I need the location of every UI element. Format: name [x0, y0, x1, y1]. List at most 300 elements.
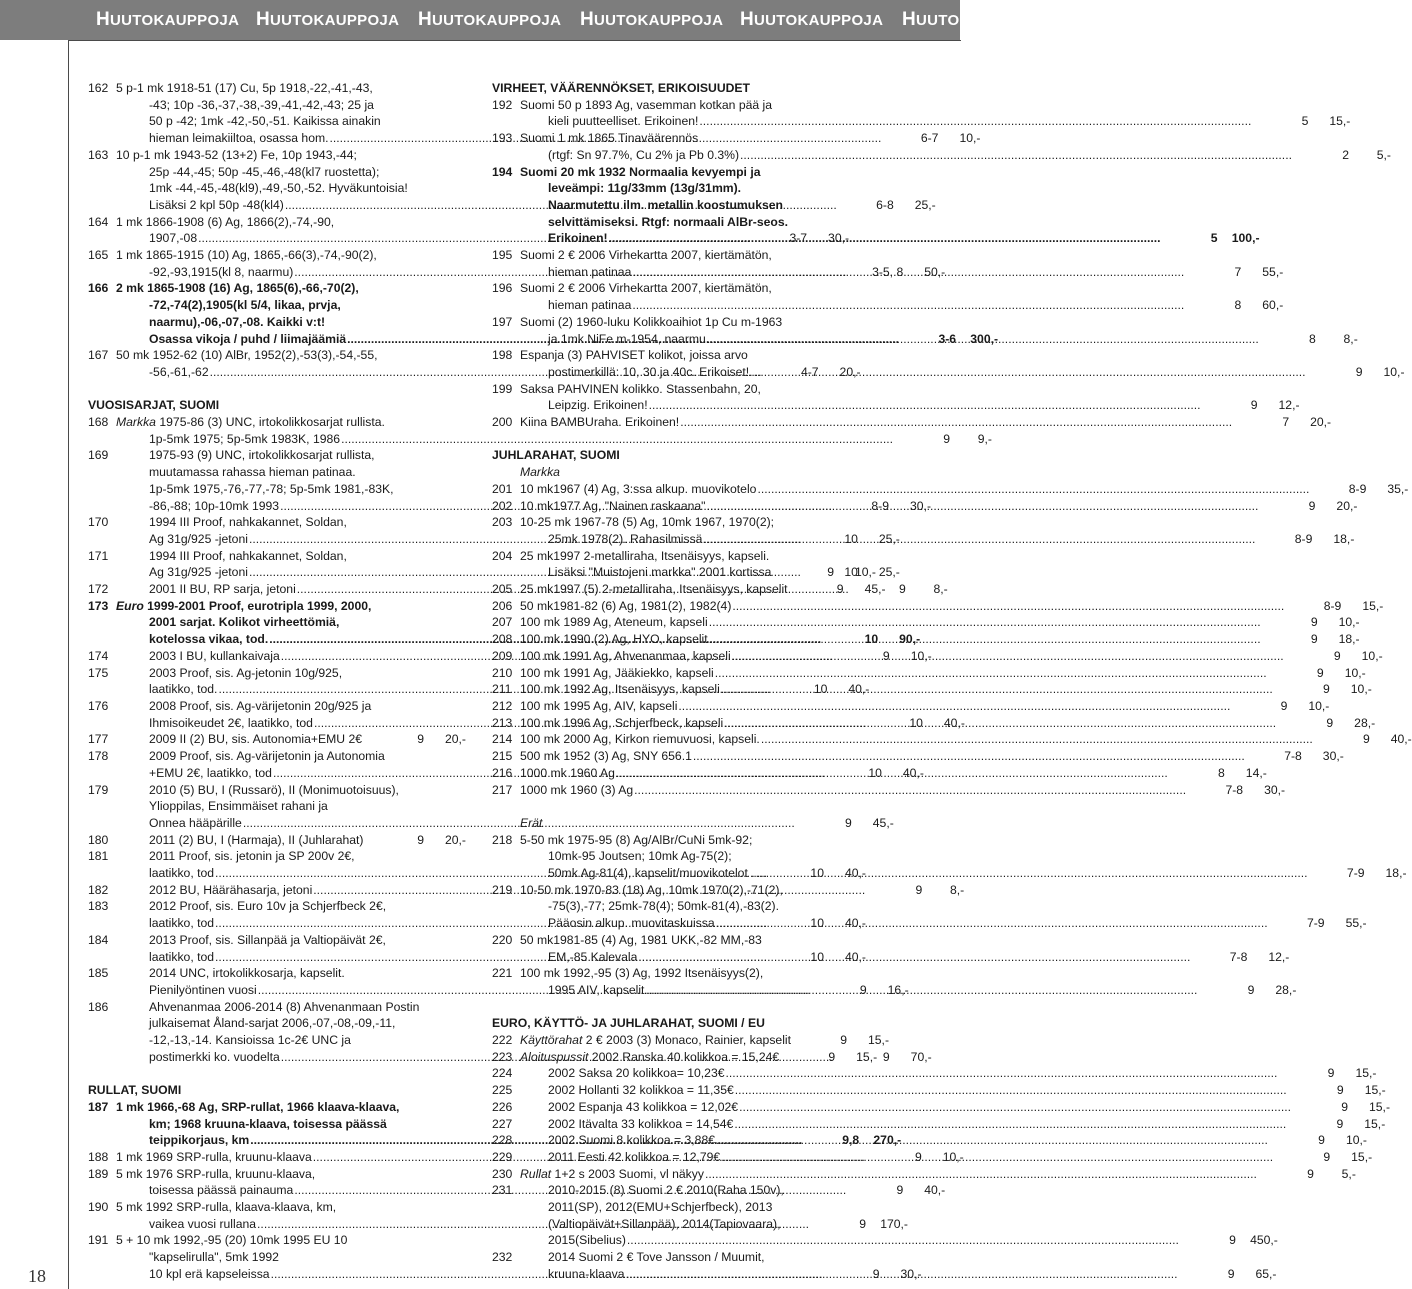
description-text: 25p -44,-45; 50p -45,-46,-48(kl7 ruostetta);: [149, 164, 380, 179]
condition-grade: 9: [1280, 699, 1288, 713]
lot-number: 182: [88, 882, 109, 897]
price: 30,-: [910, 498, 932, 513]
condition-grade: 10: [844, 531, 858, 546]
price: 9,-: [977, 431, 992, 446]
description-text: hieman patinaa: [548, 264, 632, 279]
condition-grade: 9: [417, 732, 424, 747]
lot-number: 223: [492, 1049, 513, 1064]
lot-entry: [492, 648, 1383, 665]
description-text: 1 mk 1966,-68 Ag, SRP-rullat, 1966 klaava-klaava,: [116, 1099, 400, 1114]
description-text: 2002 Saksa 20 kolikkoa= 10,23€: [548, 1066, 725, 1081]
price: 40,-: [943, 715, 965, 730]
description-line: [520, 949, 1290, 966]
lot-number: 190: [88, 1200, 109, 1215]
condition-grade: 7-9: [1346, 866, 1365, 881]
lot-description: [520, 648, 1383, 665]
description-text: 1000 mk 1960 (3) Ag: [520, 782, 634, 797]
description-line: [520, 932, 876, 949]
description-line: [520, 247, 876, 264]
lot-description: [520, 614, 1360, 631]
description-text: "kapselirulla", 5mk 1992: [149, 1250, 279, 1265]
description-text: 1p-5mk 1975; 5p-5mk 1983K, 1986: [149, 431, 341, 446]
lot-number: 231: [492, 1183, 513, 1198]
lot-description: [520, 631, 1360, 648]
lot-number: 212: [492, 699, 513, 713]
lot-description: [116, 731, 466, 748]
condition-grade: 9: [1310, 615, 1318, 630]
lot-description: [520, 1099, 1391, 1116]
condition-grade: 9: [1341, 1099, 1349, 1114]
condition-grade: 9: [1336, 1116, 1344, 1131]
description-line: [520, 882, 876, 899]
lot-number: 189: [88, 1166, 109, 1181]
description-text: 10 mk1977 Ag, "Nainen raskaana": [520, 498, 706, 513]
lot-number: 219: [492, 882, 513, 897]
description-line: [520, 731, 1412, 748]
description-text: 2009 Proof, sis. Ag-värijetonin ja Autonomia: [149, 749, 385, 764]
description-text: 1994 III Proof, nahkakannet, Soldan,: [149, 515, 347, 530]
lot-description: [520, 1116, 1386, 1133]
description-text: Saksa PAHVINEN kolikko. Stassenbahn, 20,: [520, 381, 761, 396]
description-line: [116, 782, 466, 799]
condition-grade: 10: [864, 632, 879, 647]
lot-number: 205: [492, 582, 513, 597]
price: 20,-: [1336, 498, 1358, 513]
condition-grade: 9: [828, 1049, 836, 1064]
lot-number: 181: [88, 849, 109, 864]
leader-dots: [649, 397, 1201, 414]
condition-grade: 5: [1210, 231, 1218, 246]
lot-number: 192: [492, 97, 513, 112]
condition-grade: 8-9: [1294, 531, 1313, 546]
description-line: [520, 865, 1407, 882]
lot-description: [520, 280, 1284, 313]
lot-number: 175: [88, 665, 109, 680]
leader-dots: [734, 1116, 1286, 1133]
price: 40,-: [848, 682, 870, 697]
leader-dots: [709, 631, 1261, 648]
condition-grade: 8-9: [1323, 598, 1342, 613]
lot-description: [520, 548, 876, 581]
price: 25,-: [878, 565, 900, 580]
lot-number: 227: [492, 1116, 513, 1131]
condition-grade: 9: [1336, 1083, 1344, 1098]
lot-number: 168: [88, 415, 109, 430]
condition-grade: 9: [1227, 1266, 1235, 1281]
description-text: 10 p-1 mk 1943-52 (13+2) Fe, 10p 1943,-44;: [116, 147, 357, 162]
price: 10,-: [1361, 648, 1383, 663]
leader-dots: [616, 765, 1168, 782]
description-text: 25mk 1978(2). Rahasilmissä: [548, 531, 703, 546]
description-text: 2012 Proof, sis. Euro 10v ja Schjerfbeck 2€,: [149, 899, 387, 914]
price: 8,-: [949, 882, 965, 897]
condition-grade: 10: [868, 765, 882, 780]
subsection-heading: Markka: [520, 465, 560, 480]
description-line: [520, 848, 876, 865]
condition-grade: 9: [1250, 398, 1258, 413]
lot-number: 224: [492, 1066, 513, 1081]
leader-dots: [709, 614, 1261, 631]
description-line: [116, 414, 466, 431]
description-line: [520, 1116, 1386, 1133]
lot-entry: [492, 514, 1355, 547]
description-text: Osassa vikoja / puhd / liimajäämiä: [149, 331, 347, 346]
description-line: [520, 1249, 876, 1266]
description-line: [116, 431, 992, 448]
leader-dots: [735, 1082, 1287, 1099]
price: 90,-: [899, 632, 921, 647]
description-line: [116, 999, 466, 1016]
description-text: 1p-5mk 1975,-76,-77,-78; 5p-5mk 1981,-83K,: [149, 481, 394, 496]
description-line: [520, 1182, 876, 1199]
lot-entry: [492, 698, 1330, 715]
description-text: 2001 sarjat. Kolikot virheettömiä,: [149, 615, 340, 630]
header-title: HUUTOKAUPPOJA: [96, 9, 240, 30]
leader-dots: [609, 230, 1161, 247]
leader-dots: [721, 681, 1273, 698]
description-line: [116, 898, 466, 915]
description-line: [116, 965, 466, 982]
price: 18,-: [1385, 866, 1407, 881]
lot-number: 199: [492, 381, 513, 396]
condition-grade: 9: [1318, 1133, 1325, 1148]
subsection-heading: Erät: [520, 815, 543, 830]
lot-number: 193: [492, 131, 513, 146]
description-text: 1mk -44,-45,-48(kl9),-49,-50,-52. Hyväkuntoisia!: [149, 181, 408, 196]
lot-entry: [492, 1065, 1377, 1082]
description-text: leveämpi: 11g/33mm (13g/31mm).: [548, 181, 742, 196]
price: 170,-: [880, 1216, 908, 1231]
description-text: 50mk Ag-81(4), kapselit/muovikotelot .: [548, 866, 755, 881]
description-line: [520, 832, 876, 849]
price: 10,-: [959, 131, 981, 146]
description-text: Suomi 20 mk 1932 Normaalia kevyempi ja: [520, 164, 761, 179]
lot-description: [520, 748, 1344, 765]
lot-description: [116, 832, 466, 849]
description-line: [116, 347, 466, 364]
description-line: [520, 631, 1360, 648]
lot-description: [520, 598, 1384, 615]
description-line: [520, 1099, 1391, 1116]
price: 45,-: [864, 582, 886, 597]
price: 10,-: [910, 648, 932, 663]
lot-description: [520, 1049, 876, 1066]
lot-description: [520, 731, 1412, 748]
description-line: [520, 564, 876, 581]
lot-entry: [492, 598, 1384, 615]
description-line: [116, 932, 466, 949]
leader-dots: [634, 782, 1186, 799]
price: 70,-: [910, 1049, 932, 1064]
description-text: Pienilyöntinen vuosi: [149, 982, 257, 997]
price: 28,-: [1275, 982, 1297, 997]
condition-grade: 9,8: [842, 1133, 860, 1148]
description-line: [116, 848, 466, 865]
price: 30,-: [828, 231, 850, 246]
spacer: [492, 798, 876, 815]
description-text: 2002 Hollanti 32 kolikkoa = 11,35€: [548, 1083, 734, 1098]
denomination-label: Aloituspussit: [520, 1049, 589, 1064]
lot-description: [520, 97, 1351, 130]
price: 450,-: [1250, 1233, 1278, 1248]
condition-grade: 9: [896, 1183, 904, 1198]
description-text: 2015(Sibelius): [548, 1233, 626, 1248]
price: 16,-: [887, 982, 909, 997]
lot-entry: [492, 1116, 1386, 1133]
description-text: 5 + 10 mk 1992,-95 (20) 10mk 1995 EU 10: [116, 1233, 348, 1248]
condition-grade: 9: [827, 565, 834, 580]
lot-number: 191: [88, 1233, 109, 1248]
description-text: 10 kpl erä kapseleissa: [149, 1266, 270, 1281]
description-text: 1907,-08: [149, 231, 198, 246]
description-line: [520, 230, 1260, 247]
lot-description: [520, 832, 1407, 882]
price: 60,-: [1262, 298, 1284, 313]
lot-entry: [492, 665, 1366, 682]
price: 300,-: [970, 331, 999, 346]
description-text: 2009 II (2) BU, sis. Autonomia+EMU 2€: [149, 732, 363, 747]
description-text: (rtgf: Sn 97.7%, Cu 2% ja Pb 0.3%): [548, 147, 740, 162]
price: 15,-: [1369, 1099, 1391, 1114]
lot-entry: [88, 832, 466, 849]
description-text: Euro 1999-2001 Proof, eurotripla 1999, 2000,: [116, 598, 372, 613]
condition-grade: 6-7: [920, 131, 939, 146]
description-text: Ahvenanmaa 2006-2014 (8) Ahvenanmaan Postin: [149, 999, 420, 1014]
leader-dots: [645, 982, 1197, 999]
condition-grade: 3-6: [938, 331, 957, 346]
lot-description: [520, 381, 1300, 414]
description-text: 2013 Proof, sis. Sillanpää ja Valtiopäivät 2€,: [149, 932, 386, 947]
denomination-label: Euro: [116, 598, 144, 613]
price: 15,-: [868, 1033, 890, 1048]
description-text: laatikko, tod.: [149, 682, 218, 697]
lot-number: 225: [492, 1083, 513, 1098]
description-line: [520, 614, 1360, 631]
description-line: [520, 782, 1286, 799]
description-line: [520, 113, 1351, 130]
description-line: [520, 364, 1405, 381]
description-text: 50 p -42; 1mk -42,-50,-51. Kaikissa ainakin: [149, 114, 381, 129]
leader-dots: [707, 498, 1259, 515]
price: 65,-: [1255, 1266, 1277, 1281]
description-text: 2008 Proof, sis. Ag-värijetonin 20g/925 ja: [149, 699, 372, 713]
lot-number: 218: [492, 832, 513, 847]
description-line: [116, 297, 466, 314]
lot-number: 177: [88, 732, 109, 747]
condition-grade: 8: [1308, 331, 1316, 346]
description-text: Ylioppilas, Ensimmäiset rahani ja: [149, 799, 328, 814]
price: 20,-: [444, 832, 466, 847]
condition-grade: 7-8: [1225, 782, 1244, 797]
description-text: laatikko, tod: [149, 866, 215, 881]
leader-dots: [632, 264, 1184, 281]
description-text: 5 p-1 mk 1918-51 (17) Cu, 5p 1918,-22,-41,-43,: [116, 81, 373, 95]
lot-entry: [492, 731, 1412, 748]
condition-grade: 9: [872, 1266, 880, 1281]
leader-dots: [756, 865, 1308, 882]
description-text: -86,-88; 10p-10mk 1993: [149, 498, 280, 513]
price: 20,-: [444, 732, 466, 747]
description-line: [520, 97, 876, 114]
price: 10,-: [1350, 682, 1372, 697]
lot-description: [520, 665, 1366, 682]
lot-number: 171: [88, 548, 109, 563]
price: 40,-: [924, 1183, 946, 1198]
condition-grade: 9: [1333, 648, 1341, 663]
leader-dots: [724, 715, 1276, 732]
description-text: hieman patinaa: [548, 298, 632, 313]
description-line: [116, 614, 466, 631]
lot-description: [520, 514, 1355, 547]
description-line: [520, 748, 1344, 765]
description-text: 100 mk 1995 Ag, AIV, kapseli: [520, 699, 678, 713]
condition-grade: 9: [1362, 732, 1370, 747]
lot-number: 216: [492, 765, 513, 780]
description-text: muutamassa rahassa hieman patinaa.: [149, 465, 356, 480]
description-line: [520, 698, 1330, 715]
condition-grade: 9: [1247, 982, 1255, 997]
condition-grade: 9: [1316, 665, 1324, 680]
description-line: [116, 314, 466, 331]
price: 35,-: [1387, 481, 1409, 496]
description-text: 2002 Itävalta 33 kolikkoa = 14,54€: [548, 1116, 734, 1131]
description-line: [116, 247, 466, 264]
lot-number: 170: [88, 515, 109, 530]
description-text: postimerkillä: 10, 30 ja 40c. Erikoiset!.: [548, 364, 753, 379]
condition-grade: 4-7: [800, 364, 819, 379]
page-number: 18: [28, 1266, 46, 1286]
lot-number: 222: [492, 1033, 513, 1048]
condition-grade: 10: [810, 916, 824, 931]
spacer: [88, 381, 466, 398]
price: 10,-: [942, 1149, 964, 1164]
lot-description: [520, 882, 1367, 932]
condition-grade: 9: [914, 1149, 922, 1164]
lot-number: 201: [492, 481, 513, 496]
header-title: HUUTOKAUPPOJA: [418, 9, 562, 30]
condition-grade: 8-9: [871, 498, 890, 513]
lot-number: 213: [492, 715, 513, 730]
description-text: Suomi 1 mk 1865 Tinaväärennös: [520, 131, 699, 146]
description-line: [116, 1015, 466, 1032]
description-text: teippikorjaus, km: [149, 1133, 250, 1148]
description-text: -75(3),-77; 25mk-78(4); 50mk-81(4),-83(2).: [548, 899, 779, 914]
price: 40,-: [844, 949, 866, 964]
description-text: 25 mk1997 2-metalliraha, Itsenäisyys, kapseli.: [520, 548, 770, 563]
description-line: [520, 514, 876, 531]
description-text: Leipzig. Erikoinen!: [548, 398, 648, 413]
price: 100,-: [1231, 231, 1260, 246]
lot-entry: [492, 381, 1300, 414]
lot-entry: [492, 1032, 890, 1049]
description-text: Kiina BAMBUraha. Erikoinen!: [520, 415, 680, 430]
lot-description: [520, 1032, 890, 1049]
lot-entry: [492, 1049, 876, 1066]
description-text: 100 mk 1991 Ag, Jääkiekko, kapseli: [520, 665, 714, 680]
leader-dots: [754, 364, 1306, 381]
condition-grade: 9: [836, 582, 844, 597]
lot-entry: [492, 481, 1409, 498]
price: 10,-: [1338, 615, 1360, 630]
description-text: 2012 BU, Häärähasarja, jetoni: [149, 882, 313, 897]
spacer: [492, 999, 876, 1016]
description-line: [116, 665, 466, 682]
description-text: Aloituspussit 2002 Ranska 40 kolikkoa = 15,24€: [520, 1049, 780, 1064]
lot-entry: [492, 548, 876, 581]
description-text: 100 mk 1990 (2) Ag, HYO, kapselit: [520, 632, 708, 647]
lot-number: 206: [492, 598, 513, 613]
lot-description: [520, 782, 1286, 799]
lot-number: 229: [492, 1149, 513, 1164]
lot-entry: [492, 1166, 1356, 1183]
lot-entry: [492, 97, 1351, 130]
condition-grade: 2: [1342, 147, 1349, 162]
lot-number: 228: [492, 1133, 513, 1148]
description-text: 500 mk 1952 (3) Ag, SNY 656.1: [520, 749, 692, 764]
condition-grade: 9: [915, 882, 923, 897]
price: 15,-: [1351, 1149, 1373, 1164]
description-text: Erikoinen!: [548, 231, 608, 246]
condition-grade: 9: [1229, 1233, 1236, 1248]
condition-grade: 10: [844, 565, 858, 580]
price: 10,-: [1344, 665, 1366, 680]
lot-number: 179: [88, 782, 109, 797]
section-heading: VIRHEET, VÄÄRENNÖKSET, ERIKOISUUDET: [492, 81, 750, 95]
lot-number: 198: [492, 348, 513, 363]
description-line: [520, 147, 1391, 164]
description-line: [520, 648, 1383, 665]
leader-dots: [678, 698, 1230, 715]
description-text: hieman leimakiiltoa, osassa hom.: [149, 131, 329, 146]
description-text: 50 mk 1952-62 (10) AlBr, 1952(2),-53(3),-54,-55,: [116, 348, 378, 363]
description-text: 1 mk 1865-1915 (10) Ag, 1865,-66(3),-74,-90(2),: [116, 248, 377, 263]
description-text: Lisäksi 2 kpl 50p -48(kl4): [149, 197, 284, 212]
lot-number: 185: [88, 966, 109, 981]
description-text: 2011 (2) BU, I (Harmaja), II (Juhlarahat): [149, 832, 364, 847]
description-text: 5 mk 1992 SRP-rulla, klaava-klaava, km,: [116, 1200, 337, 1215]
description-line: [520, 1082, 1386, 1099]
lot-entry: [492, 347, 1405, 380]
description-line: [520, 164, 876, 181]
description-text: laatikko, tod: [149, 949, 215, 964]
description-text: -56,-61,-62: [149, 364, 209, 379]
condition-grade: 9: [882, 648, 890, 663]
leader-dots: [638, 949, 1190, 966]
lot-description: [520, 481, 1409, 498]
condition-grade: 10: [810, 866, 824, 881]
price: 15,-: [1362, 598, 1384, 613]
price: 8,-: [933, 582, 948, 597]
lot-entry: [492, 1099, 1391, 1116]
condition-grade: 9: [1308, 498, 1316, 513]
description-line: [116, 548, 466, 565]
lot-description: [520, 681, 1372, 698]
lot-number: 194: [492, 164, 513, 179]
price: 18,-: [1333, 531, 1355, 546]
lot-number: 230: [492, 1166, 513, 1181]
section-heading: JUHLARAHAT, SUOMI: [492, 448, 620, 463]
lot-number: 188: [88, 1149, 109, 1164]
description-text: 50 mk1981-82 (6) Ag, 1981(2), 1982(4): [520, 598, 732, 613]
lot-number: 186: [88, 999, 109, 1014]
section-heading: EURO, KÄYTTÖ- JA JUHLARAHAT, SUOMI / EU: [492, 1016, 765, 1031]
leader-dots: [693, 748, 1245, 765]
header-title: HUUTOKAUPPOJA: [740, 9, 884, 30]
lot-number: 209: [492, 648, 513, 663]
leader-dots: [705, 1166, 1257, 1183]
description-line: [116, 164, 466, 181]
lot-entry: [492, 832, 1407, 882]
